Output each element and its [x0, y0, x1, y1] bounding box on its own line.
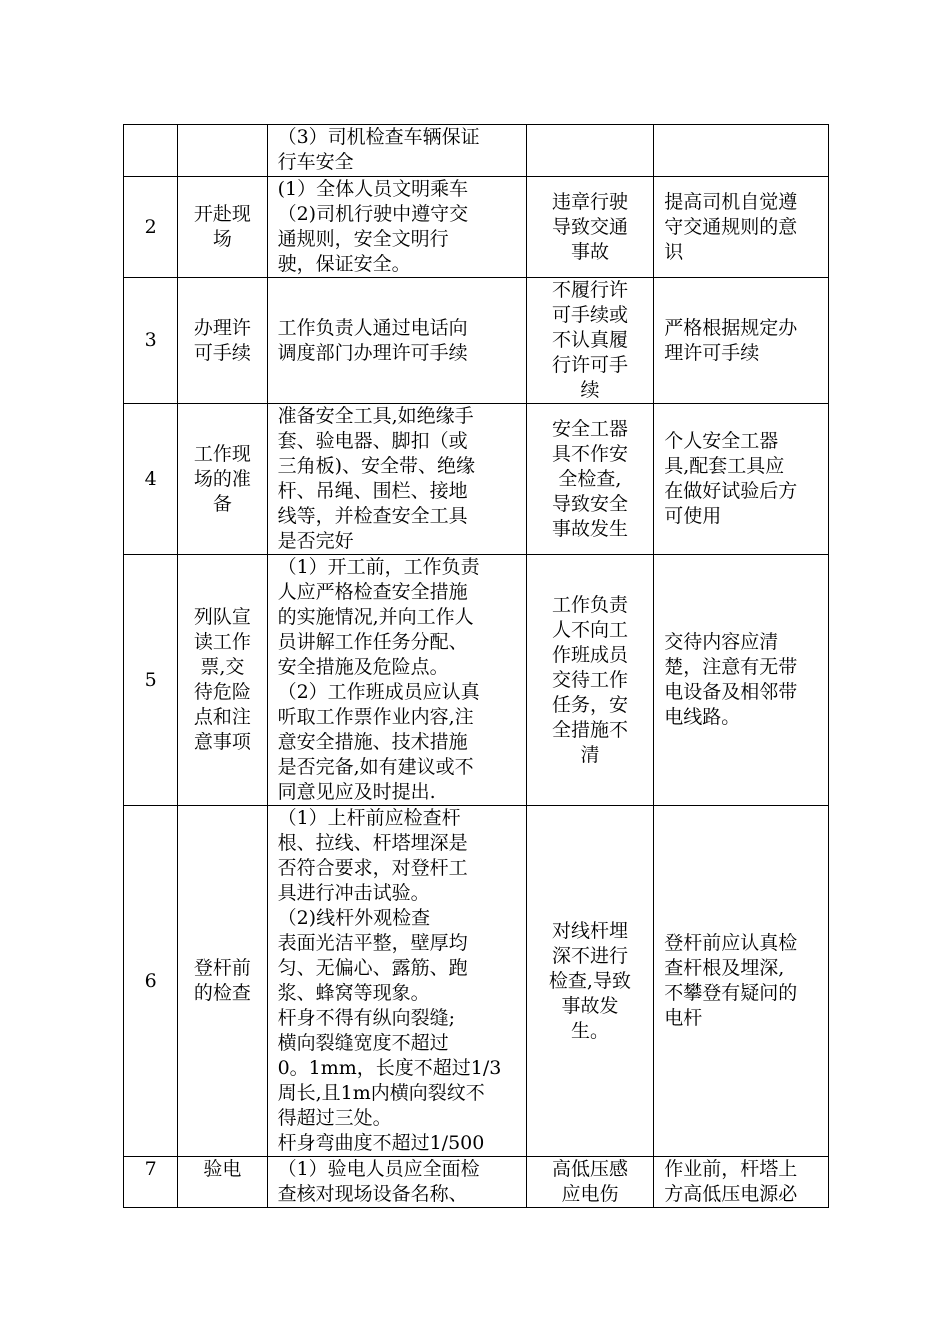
cell-control — [654, 177, 829, 278]
cell-step-line: 开赴现 — [193, 203, 251, 225]
cell-content — [267, 404, 526, 555]
cell-risk — [526, 125, 654, 177]
cell-step-line: 办理许 — [193, 316, 251, 339]
cell-risk-line: 事故 — [570, 240, 609, 263]
cell-step-line: 工作现 — [193, 442, 251, 465]
table-row — [124, 404, 829, 555]
cell-step-line: 场的准 — [193, 467, 251, 490]
cell-step-line: 待危险 — [193, 681, 251, 703]
cell-risk — [526, 806, 654, 1157]
cell-content-line: 横向裂缝宽度不超过 — [277, 1032, 449, 1054]
cell-step-line: 票,交 — [200, 656, 245, 678]
table-row — [124, 177, 829, 278]
safety-procedure-table — [123, 124, 829, 1208]
cell-risk-line: 人不向工 — [551, 618, 628, 641]
cell-risk-line: 高低压感 — [551, 1158, 628, 1180]
cell-control-line: 守交通规则的意 — [664, 215, 798, 238]
cell-risk — [526, 177, 654, 278]
cell-risk-line: 全检查, — [558, 467, 622, 490]
cell-content — [267, 278, 526, 404]
cell-content-line: 查核对现场设备名称、 — [277, 1183, 468, 1205]
cell-step — [178, 555, 267, 806]
table-row — [124, 1157, 829, 1208]
cell-control-line: 方高低压电源必 — [664, 1183, 798, 1205]
cell-content-line: 浆、蜂窝等现象。 — [277, 982, 430, 1004]
cell-risk-line: 导致安全 — [551, 492, 628, 515]
cell-step-line: 读工作 — [193, 631, 251, 653]
cell-control-line: 查杆根及埋深, — [664, 957, 785, 979]
cell-content-line: （2）工作班成员应认真 — [277, 681, 480, 703]
cell-content-line: 听取工作票作业内容,注 — [277, 706, 474, 728]
cell-risk-line: 工作负责 — [551, 593, 628, 616]
cell-step-line: 验电 — [203, 1158, 242, 1180]
cell-control-line: 具,配套工具应 — [664, 455, 785, 477]
cell-content-line: 表面光洁平整，壁厚均 — [277, 932, 468, 954]
cell-content-line: （2)司机行驶中遵守交 — [277, 203, 469, 225]
cell-risk-line: 事故发生 — [551, 517, 628, 540]
table-row — [124, 125, 829, 177]
cell-number-text: 4 — [144, 467, 157, 490]
cell-content-line: 的实施情况,并向工作人 — [277, 606, 474, 628]
cell-control-line: 交待内容应清 — [664, 631, 779, 653]
cell-risk-line: 导致交通 — [551, 215, 628, 238]
cell-content-line: 通规则，安全文明行 — [277, 228, 449, 250]
cell-risk — [526, 1157, 654, 1208]
cell-control-line: 理许可手续 — [664, 341, 760, 364]
cell-content-line: 得超过三处。 — [277, 1107, 392, 1129]
cell-content-line: 准备安全工具,如绝缘手 — [277, 405, 474, 427]
cell-content-line: 线等，并检查安全工具 — [277, 505, 468, 527]
cell-content-line: 匀、无偏心、露筋、跑 — [277, 957, 468, 979]
cell-control-line: 电设备及相邻带 — [664, 681, 798, 703]
cell-risk-line: 续 — [580, 379, 600, 401]
cell-risk-line: 不履行许 — [551, 279, 628, 301]
cell-control — [654, 278, 829, 404]
cell-number-text: 5 — [144, 668, 157, 691]
cell-content-line: 意安全措施、技术措施 — [277, 731, 468, 753]
cell-step — [178, 404, 267, 555]
cell-risk-line: 任务，安 — [551, 693, 628, 716]
cell-risk-line: 不认真履 — [551, 329, 628, 351]
cell-step — [178, 125, 267, 177]
cell-step-line: 点和注 — [193, 706, 251, 728]
cell-content-line: （1）开工前，工作负责 — [277, 556, 480, 578]
cell-risk-line: 生。 — [570, 1019, 609, 1042]
cell-control-line: 不攀登有疑问的 — [664, 982, 798, 1004]
cell-step-line: 备 — [212, 492, 232, 515]
cell-content-line: (1）全体人员文明乘车 — [277, 178, 469, 200]
cell-control — [654, 1157, 829, 1208]
cell-control-line: 可使用 — [664, 505, 722, 527]
cell-content-line: 调度部门办理许可手续 — [277, 341, 468, 364]
cell-content-line: 杆身不得有纵向裂缝; — [277, 1007, 455, 1029]
cell-content — [267, 1157, 526, 1208]
cell-control-line: 严格根据规定办 — [664, 316, 798, 339]
cell-content-line: （3）司机检查车辆保证 — [277, 126, 480, 148]
cell-content-line: 驶，保证安全。 — [277, 253, 411, 275]
cell-step — [178, 806, 267, 1157]
cell-risk — [526, 278, 654, 404]
cell-risk-line: 行许可手 — [551, 354, 628, 376]
cell-number — [124, 404, 178, 555]
cell-content-line: 杆身弯曲度不超过1/500 — [277, 1132, 485, 1154]
cell-control-line: 提高司机自觉遵 — [664, 190, 798, 213]
cell-control-line: 作业前，杆塔上 — [664, 1158, 798, 1180]
cell-risk-line: 深不进行 — [551, 944, 628, 967]
table-row — [124, 806, 829, 1157]
cell-step — [178, 278, 267, 404]
cell-risk-line: 检查,导致 — [548, 969, 631, 992]
cell-content-line: 具进行冲击试验。 — [277, 882, 430, 904]
cell-content-line: 三角板)、安全带、绝缘 — [277, 455, 476, 477]
cell-content-line: （2)线杆外观检查 — [277, 907, 431, 929]
cell-number-text: 3 — [144, 329, 157, 351]
cell-risk-line: 事故发 — [561, 994, 619, 1017]
cell-number — [124, 1157, 178, 1208]
cell-risk-line: 清 — [580, 743, 600, 766]
cell-number-text: 7 — [144, 1158, 157, 1180]
cell-step — [178, 177, 267, 278]
cell-content-line: 同意见应及时提出. — [277, 781, 436, 803]
cell-risk-line: 交待工作 — [551, 668, 628, 691]
cell-risk-line: 安全工器 — [551, 417, 628, 440]
cell-content-line: 安全措施及危险点。 — [277, 656, 449, 678]
cell-control-line: 识 — [664, 240, 684, 263]
cell-control — [654, 404, 829, 555]
cell-risk-line: 违章行驶 — [551, 190, 628, 213]
cell-control — [654, 125, 829, 177]
cell-risk — [526, 555, 654, 806]
cell-control-line: 个人安全工器 — [664, 430, 779, 452]
table-row — [124, 555, 829, 806]
cell-risk-line: 全措施不 — [551, 718, 628, 741]
cell-content-line: 是否完好 — [277, 530, 354, 552]
cell-content-line: 员讲解工作任务分配、 — [277, 631, 468, 653]
cell-content-line: 人应严格检查安全措施 — [277, 581, 468, 603]
cell-content-line: 周长,且1m内横向裂纹不 — [277, 1082, 485, 1104]
cell-content-line: 0。1mm，长度不超过1/3 — [277, 1057, 502, 1079]
cell-control — [654, 555, 829, 806]
cell-step-line: 场 — [212, 228, 232, 250]
cell-content-line: 套、验电器、脚扣（或 — [277, 430, 468, 452]
cell-step-line: 意事项 — [193, 731, 251, 753]
cell-number-text: 2 — [144, 215, 157, 238]
cell-content — [267, 555, 526, 806]
cell-content-line: （1）验电人员应全面检 — [277, 1158, 480, 1180]
cell-content-line: 根、拉线、杆塔埋深是 — [277, 832, 468, 854]
cell-content — [267, 177, 526, 278]
cell-number — [124, 177, 178, 278]
cell-content — [267, 125, 526, 177]
cell-control — [654, 806, 829, 1157]
cell-risk-line: 对线杆埋 — [551, 919, 628, 942]
cell-risk — [526, 404, 654, 555]
cell-content — [267, 806, 526, 1157]
cell-risk-line: 可手续或 — [551, 304, 628, 326]
cell-control-line: 登杆前应认真检 — [664, 932, 798, 954]
cell-step-line: 的检查 — [193, 982, 251, 1004]
cell-content-line: （1）上杆前应检查杆 — [277, 807, 461, 829]
cell-number — [124, 806, 178, 1157]
cell-step-line: 登杆前 — [193, 957, 251, 979]
cell-risk-line: 应电伤 — [561, 1183, 619, 1205]
cell-number-text: 6 — [144, 969, 157, 992]
cell-content-line: 否符合要求，对登杆工 — [277, 857, 468, 879]
cell-control-line: 电杆 — [664, 1007, 703, 1029]
cell-control-line: 电线路。 — [664, 706, 741, 728]
cell-content-line: 工作负责人通过电话向 — [277, 316, 468, 339]
cell-number — [124, 125, 178, 177]
cell-content-line: 杆、吊绳、围栏、接地 — [277, 480, 468, 502]
table-row — [124, 278, 829, 404]
cell-step — [178, 1157, 267, 1208]
cell-step-line: 列队宣 — [193, 606, 251, 628]
cell-number — [124, 555, 178, 806]
cell-content-line: 是否完备,如有建议或不 — [277, 756, 474, 778]
cell-step-line: 可手续 — [193, 341, 251, 364]
cell-number — [124, 278, 178, 404]
cell-risk-line: 具不作安 — [551, 442, 628, 465]
cell-risk-line: 作班成员 — [551, 643, 628, 666]
cell-content-line: 行车安全 — [277, 151, 354, 173]
cell-control-line: 在做好试验后方 — [664, 480, 798, 502]
cell-control-line: 楚，注意有无带 — [664, 656, 798, 678]
